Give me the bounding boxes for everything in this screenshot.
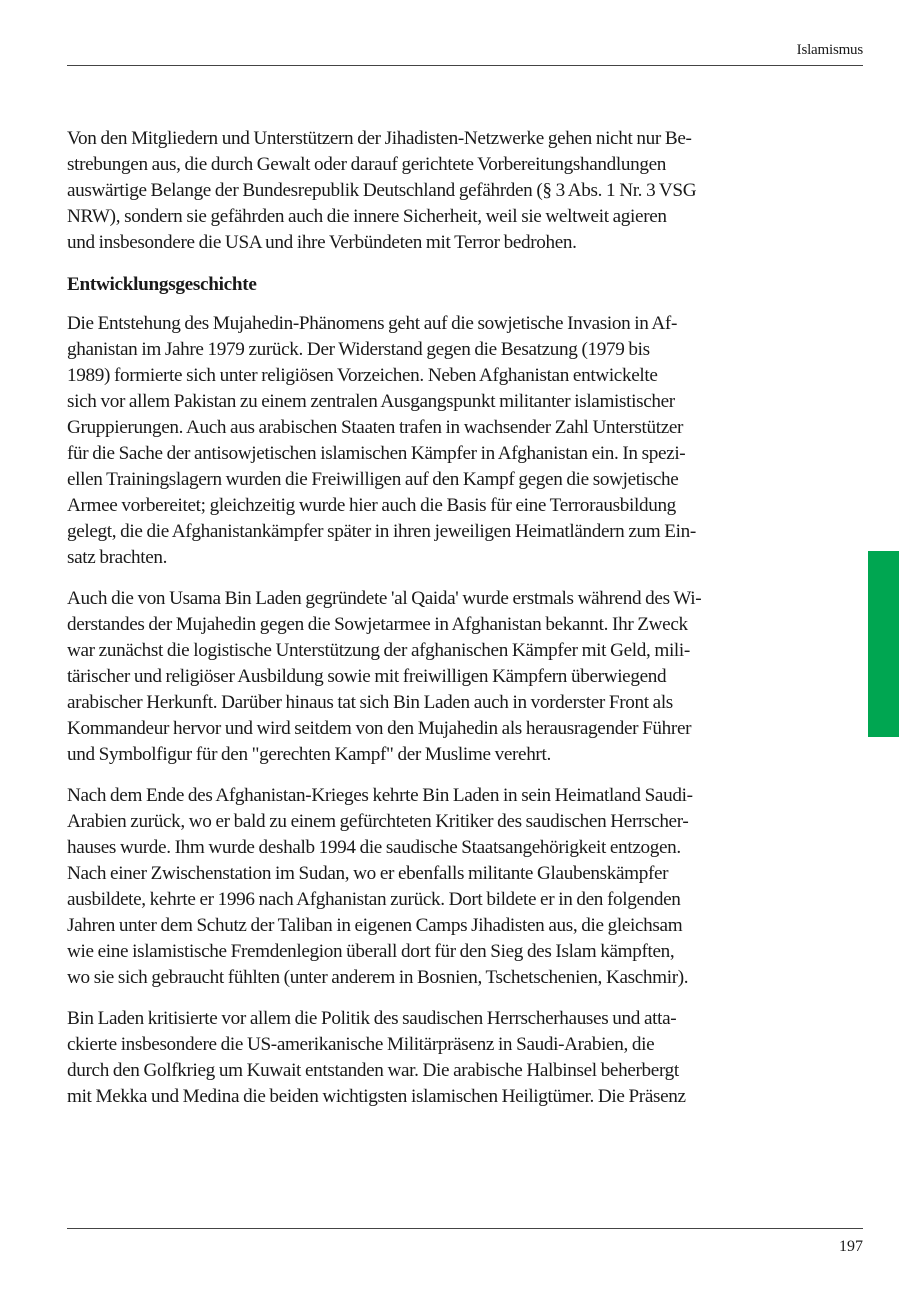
running-header-title: Islamismus <box>796 42 863 58</box>
text-line: Die Entstehung des Mujahedin-Phänomens geht auf die sowjetische Invasion in Af- <box>67 313 678 334</box>
text-line: für die Sache der antisowjetischen islamischen Kämpfer in Afghanistan ein. In spezi- <box>67 443 686 464</box>
text-line: Gruppierungen. Auch aus arabischen Staaten trafen in wachsender Zahl Unterstützer <box>67 417 684 438</box>
page-number: 197 <box>839 1238 863 1255</box>
text-line: 1989) formierte sich unter religiösen Vorzeichen. Neben Afghanistan entwickelte <box>67 365 658 386</box>
paragraph-criticism <box>67 1006 827 1110</box>
text-line: strebungen aus, die durch Gewalt oder darauf gerichtete Vorbereitungshandlungen <box>67 154 667 175</box>
chapter-color-tab <box>868 551 899 737</box>
text-line: durch den Golfkrieg um Kuwait entstanden war. Die arabische Halbinsel beherbergt <box>67 1060 679 1081</box>
text-line: Armee vorbereitet; gleichzeitig wurde hier auch die Basis für eine Terrorausbildung <box>67 495 676 516</box>
text-line: tärischer und religiöser Ausbildung sowie mit freiwilligen Kämpfern überwiegend <box>67 666 667 687</box>
text-line: Nach dem Ende des Afghanistan-Krieges kehrte Bin Laden in sein Heimatland Saudi- <box>67 785 693 806</box>
text-line: ellen Trainingslagern wurden die Freiwilligen auf den Kampf gegen die sowjetische <box>67 469 679 490</box>
text-line: wie eine islamistische Fremdenlegion überall dort für den Sieg des Islam kämpften, <box>67 941 675 962</box>
text-line: Kommandeur hervor und wird seitdem von den Mujahedin als herausragender Führer <box>67 718 692 739</box>
text-line: mit Mekka und Medina die beiden wichtigsten islamischen Heiligtümer. Die Präsenz <box>67 1086 686 1107</box>
paragraph-al-qaida <box>67 586 827 768</box>
text-line: hauses wurde. Ihm wurde deshalb 1994 die saudische Staatsangehörigkeit entzogen. <box>67 837 681 858</box>
text-line: Jahren unter dem Schutz der Taliban in eigenen Camps Jihadisten aus, die gleichsam <box>67 915 683 936</box>
text-line: war zunächst die logistische Unterstützung der afghanischen Kämpfer mit Geld, mili- <box>67 640 690 661</box>
text-line: und Symbolfigur für den "gerechten Kampf" der Muslime verehrt. <box>67 744 551 765</box>
text-line: und insbesondere die USA und ihre Verbündeten mit Terror bedrohen. <box>67 232 577 253</box>
text-line: Auch die von Usama Bin Laden gegründete 'al Qaida' wurde erstmals während des Wi- <box>67 588 702 609</box>
paragraph-soviet-invasion <box>67 311 827 571</box>
text-line: satz brachten. <box>67 547 168 568</box>
page-body <box>67 126 827 1110</box>
text-line: auswärtige Belange der Bundesrepublik Deutschland gefährden (§ 3 Abs. 1 Nr. 3 VSG <box>67 180 697 201</box>
text-line: ckierte insbesondere die US-amerikanische Militärpräsenz in Saudi-Arabien, die <box>67 1034 655 1055</box>
text-line: gelegt, die die Afghanistankämpfer später in ihren jeweiligen Heimatländern zum Ein- <box>67 521 696 542</box>
text-line: ghanistan im Jahre 1979 zurück. Der Widerstand gegen die Besatzung (1979 bis <box>67 339 650 360</box>
text-line: Arabien zurück, wo er bald zu einem gefürchteten Kritiker des saudischen Herrscher- <box>67 811 689 832</box>
footer-rule <box>67 1228 863 1229</box>
text-line: Nach einer Zwischenstation im Sudan, wo er ebenfalls militante Glaubenskämpfer <box>67 863 669 884</box>
text-line: sich vor allem Pakistan zu einem zentralen Ausgangspunkt militanter islamistischer <box>67 391 675 412</box>
text-line: derstandes der Mujahedin gegen die Sowjetarmee in Afghanistan bekannt. Ihr Zweck <box>67 614 688 635</box>
intro-paragraph <box>67 126 827 256</box>
section-heading: Entwicklungsgeschichte <box>67 274 257 295</box>
text-line: ausbildete, kehrte er 1996 nach Afghanistan zurück. Dort bildete er in den folgenden <box>67 889 681 910</box>
text-line: arabischer Herkunft. Darüber hinaus tat sich Bin Laden auch in vorderster Front als <box>67 692 673 713</box>
text-line: wo sie sich gebraucht fühlten (unter anderem in Bosnien, Tschetschenien, Kaschmir). <box>67 967 689 988</box>
header-rule <box>67 65 863 66</box>
paragraph-return-saudi-arabia <box>67 783 827 991</box>
text-line: NRW), sondern sie gefährden auch die innere Sicherheit, weil sie weltweit agieren <box>67 206 667 227</box>
text-line: Bin Laden kritisierte vor allem die Politik des saudischen Herrscherhauses und atta- <box>67 1008 677 1029</box>
text-line: Von den Mitgliedern und Unterstützern der Jihadisten-Netzwerke gehen nicht nur Be- <box>67 128 692 149</box>
